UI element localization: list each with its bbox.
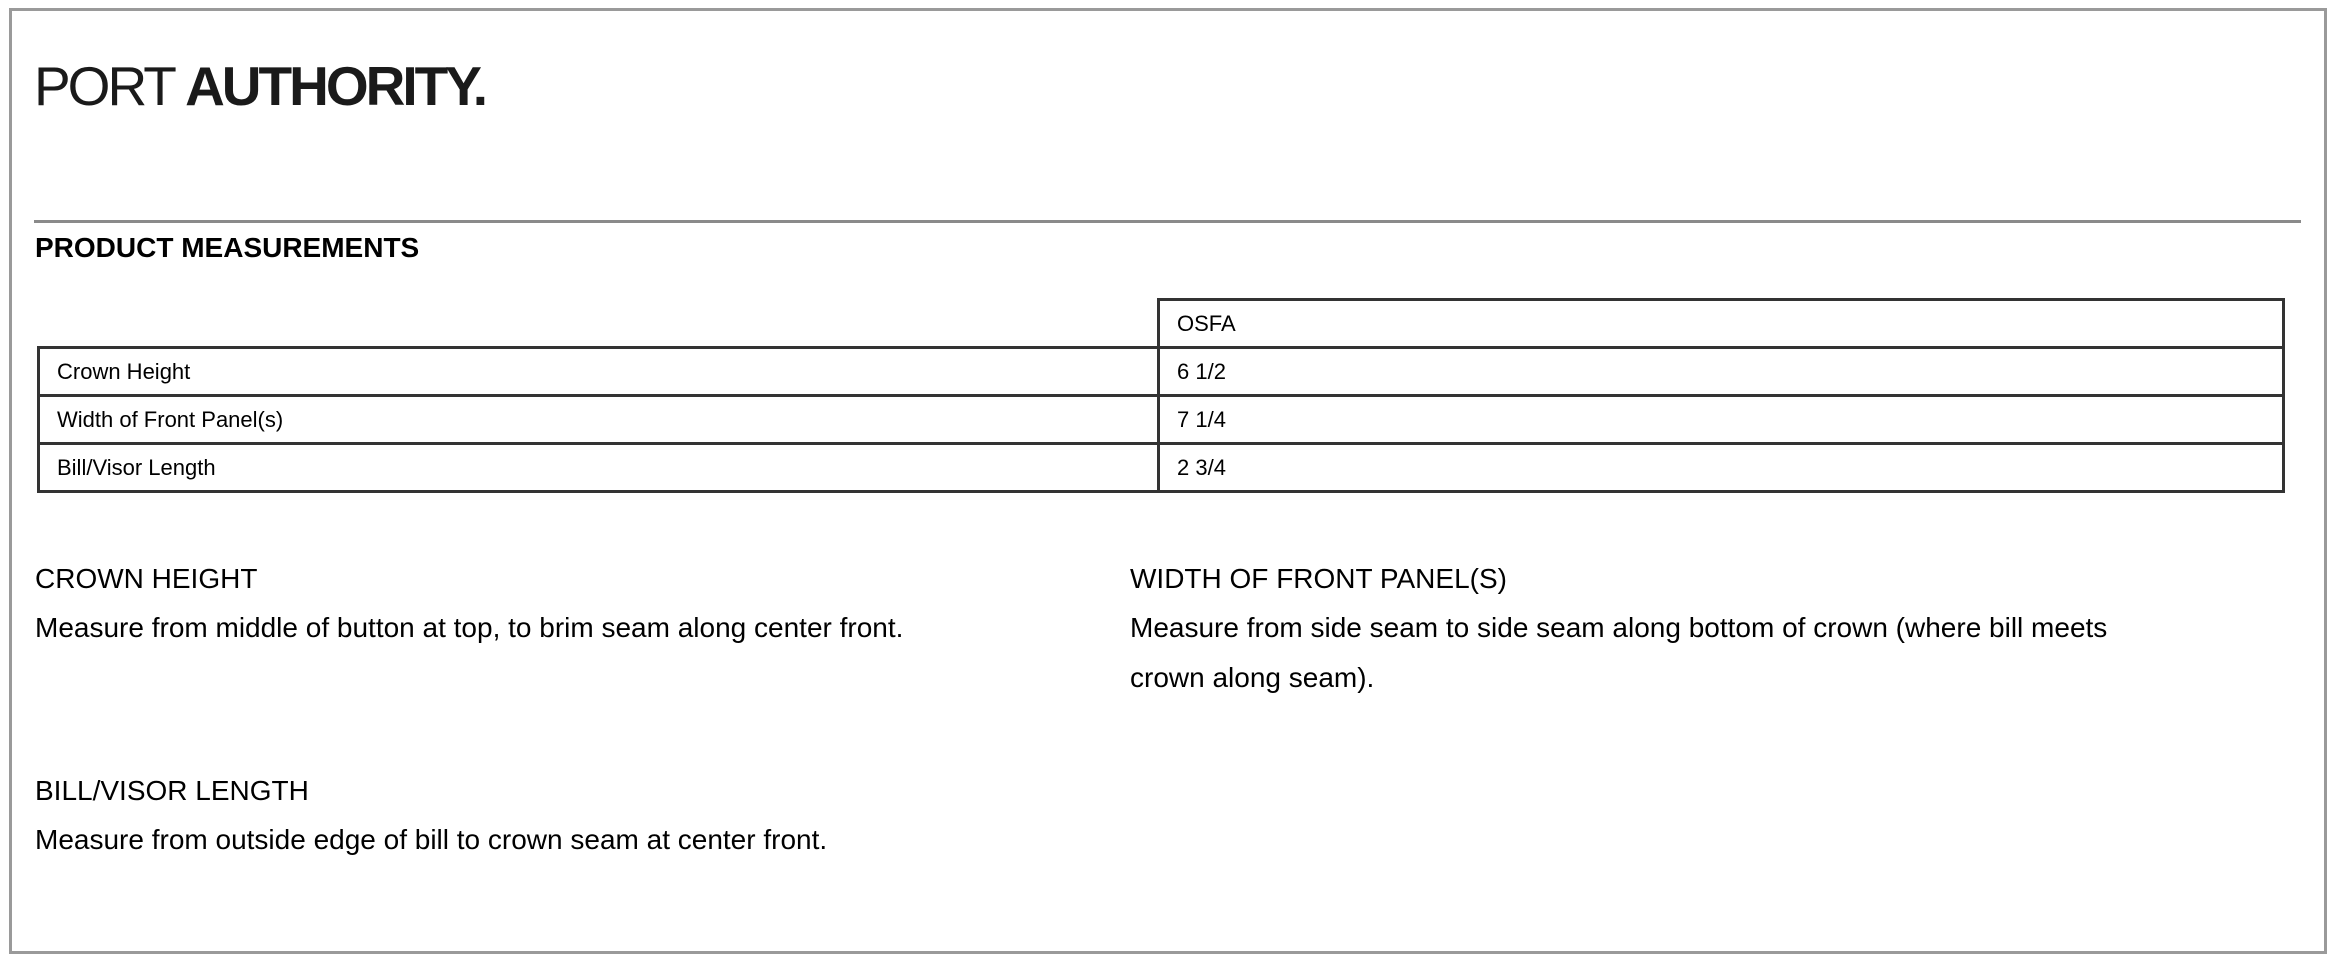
row-value: 7 1/4: [1159, 396, 2284, 444]
description-crown-height: [35, 561, 1095, 653]
logo-word-authority: AUTHORITY.: [185, 55, 486, 117]
description-text: Measure from outside edge of bill to crown seam at center front.: [35, 824, 828, 855]
table-row: [39, 444, 2284, 492]
section-title: PRODUCT MEASUREMENTS: [35, 232, 420, 263]
measurements-table: [37, 298, 2285, 493]
row-label: Crown Height: [39, 348, 1159, 396]
size-header-cell: OSFA: [1159, 300, 2284, 348]
description-front-panel-width: [1130, 561, 2130, 703]
description-title: BILL/VISOR LENGTH: [35, 775, 309, 806]
header-divider: [34, 220, 2301, 223]
description-title: WIDTH OF FRONT PANEL(S): [1130, 563, 1507, 594]
table-row: [39, 396, 2284, 444]
table-header-blank: [39, 300, 1159, 348]
brand-logo: [34, 56, 485, 116]
row-label: Width of Front Panel(s): [39, 396, 1159, 444]
row-label: Bill/Visor Length: [39, 444, 1159, 492]
table-row: [39, 348, 2284, 396]
description-text: Measure from middle of button at top, to brim seam along center front.: [35, 612, 904, 643]
description-bill-visor-length: [35, 773, 1095, 865]
logo-word-port: PORT: [34, 55, 173, 117]
description-text: Measure from side seam to side seam along bottom of crown (where bill meets crown along seam).: [1130, 612, 2108, 693]
row-value: 2 3/4: [1159, 444, 2284, 492]
table-header-row: [39, 300, 2284, 348]
row-value: 6 1/2: [1159, 348, 2284, 396]
description-title: CROWN HEIGHT: [35, 563, 258, 594]
